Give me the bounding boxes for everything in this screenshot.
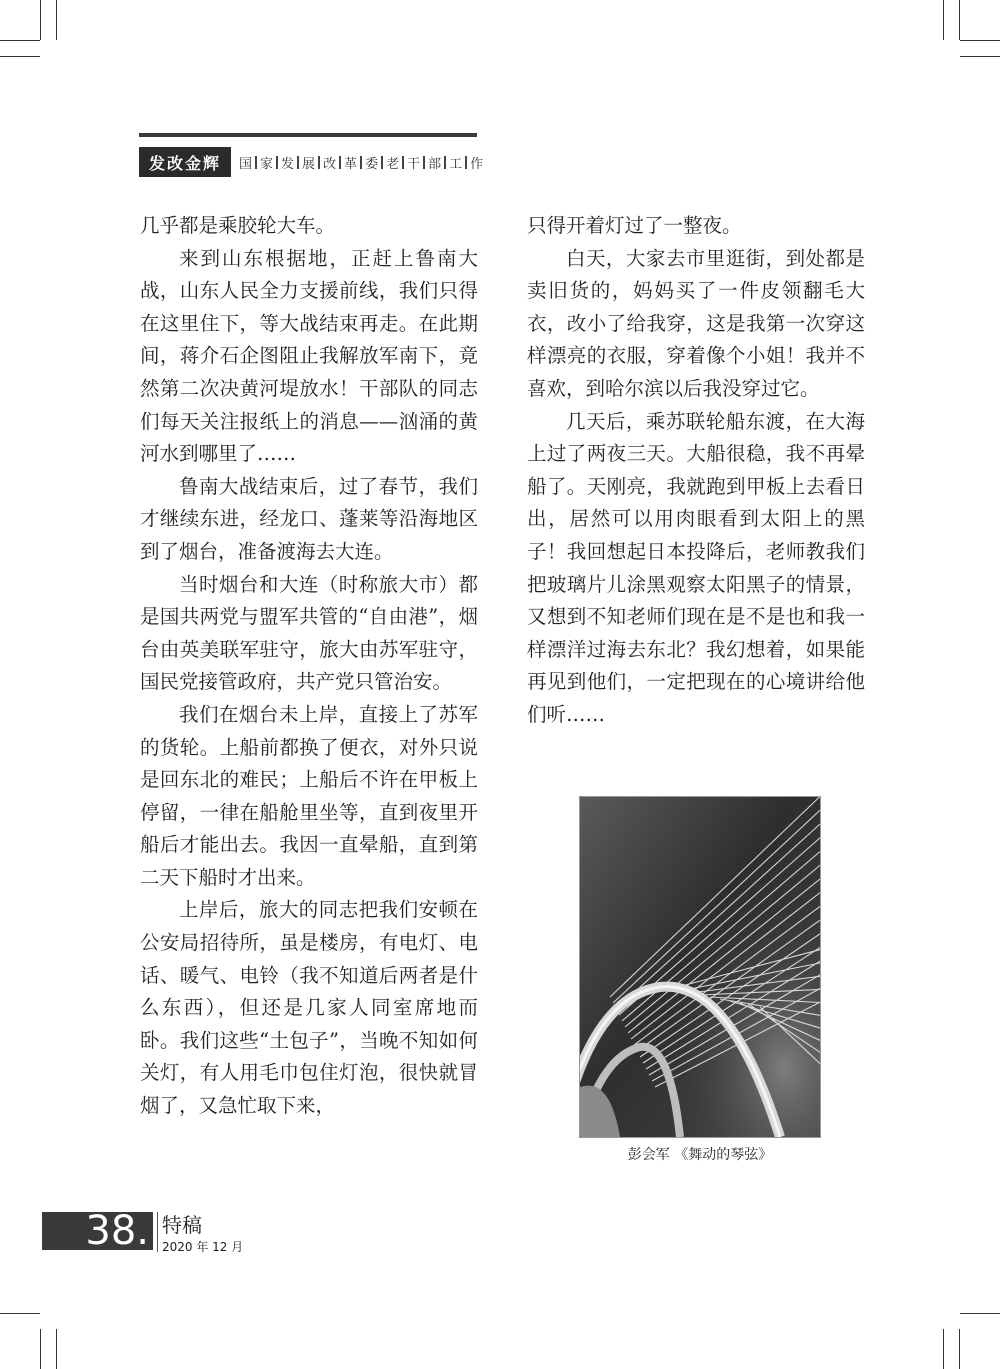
org-separator — [465, 156, 467, 169]
org-char: 展 — [302, 157, 316, 172]
org-separator — [339, 156, 341, 169]
org-char: 部 — [428, 157, 442, 172]
org-char: 老 — [386, 157, 400, 172]
crop-mark — [40, 1329, 41, 1369]
org-separator — [360, 156, 362, 169]
org-separator — [255, 156, 257, 169]
paragraph: 几乎都是乘胶轮大车。 — [140, 214, 336, 237]
org-separator — [276, 156, 278, 169]
crop-mark — [960, 40, 1000, 41]
org-separator — [297, 156, 299, 169]
crop-mark — [960, 1313, 1000, 1314]
crop-mark — [959, 0, 960, 40]
page-number: 38. — [42, 1212, 153, 1250]
crop-mark — [959, 1329, 960, 1369]
paragraph: 上岸后，旅大的同志把我们安顿在公安局招待所，虽是楼房，有电灯、电话、暖气、电铃（我不知道后两者是什么东西），但还是几家人同室席地而卧。我们这些“土包子”，当晚不知如何关灯，有人用毛巾包住灯泡，很快就冒烟了，又急忙取下来， — [140, 898, 478, 1118]
org-char: 委 — [365, 157, 379, 172]
crop-mark — [0, 1313, 40, 1314]
org-char: 发 — [281, 157, 295, 172]
crop-mark — [40, 0, 41, 40]
section-name: 特稿 — [162, 1213, 202, 1237]
bridge-photo — [579, 796, 821, 1138]
org-char: 改 — [323, 157, 337, 172]
paragraph: 我们在烟台未上岸，直接上了苏军的货轮。上船前都换了便衣，对外只说是回东北的难民；上船后不许在甲板上停留，一律在船舱里坐等，直到夜里开船后才能出去。我因一直晕船，直到第二天下船时才出来。 — [140, 702, 478, 889]
paragraph: 几天后，乘苏联轮船东渡，在大海上过了两夜三天。大船很稳，我不再晕船了。天刚亮，我就跑到甲板上去看日出，居然可以用肉眼看到太阳上的黑子！我回想起日本投降后，老师教我们把玻璃片儿涂黑观察太阳黑子的情景，又想到不知老师们现在是不是也和我一样漂洋过海去东北？我幻想着，如果能再见到他们，一定把现在的心境讲给他们听…… — [527, 409, 865, 726]
organization-name — [239, 153, 483, 172]
paragraph: 只得开着灯过了一整夜。 — [527, 214, 742, 237]
crop-mark — [0, 40, 40, 41]
crop-mark — [56, 1329, 57, 1369]
paragraph: 鲁南大战结束后，过了春节，我们才继续东进，经龙口、蓬莱等沿海地区到了烟台，准备渡海去大连。 — [140, 474, 478, 563]
paragraph: 来到山东根据地，正赶上鲁南大战，山东人民全力支援前线，我们只得在这里住下，等大战结束再走。在此期间，蒋介石企图阻止我解放军南下，竟然第二次决黄河堤放水！干部队的同志们每天关注报纸上的消息——汹涌的黄河水到哪里了…… — [140, 246, 478, 466]
org-char: 干 — [407, 157, 421, 172]
crop-mark — [943, 1329, 944, 1369]
crop-mark — [56, 0, 57, 40]
magazine-logo: 发改金辉 — [139, 147, 231, 177]
photo-caption: 彭会军 《舞动的琴弦》 — [627, 1147, 773, 1163]
org-separator — [318, 156, 320, 169]
org-separator — [402, 156, 404, 169]
org-char: 工 — [449, 157, 463, 172]
org-char: 国 — [239, 157, 253, 172]
article-column-right — [527, 210, 865, 732]
org-char: 家 — [260, 157, 274, 172]
header-rule — [139, 133, 477, 137]
org-separator — [444, 156, 446, 169]
paragraph: 白天，大家去市里逛街，到处都是卖旧货的，妈妈买了一件皮领翻毛大衣，改小了给我穿，这是我第一次穿这样漂亮的衣服，穿着像个小姐！我并不喜欢，到哈尔滨以后我没穿过它。 — [527, 246, 865, 400]
org-char: 革 — [344, 157, 358, 172]
crop-mark — [0, 56, 40, 57]
crop-mark — [943, 0, 944, 40]
issue-date: 2020 年 12 月 — [162, 1240, 244, 1254]
footer-divider — [157, 1212, 158, 1252]
bridge-photo-image — [580, 797, 820, 1137]
article-column-left — [140, 210, 478, 1123]
paragraph: 当时烟台和大连（时称旅大市）都是国共两党与盟军共管的“自由港”，烟台由英美联军驻守，旅大由苏军驻守，国民党接管政府，共产党只管治安。 — [140, 572, 478, 694]
org-separator — [423, 156, 425, 169]
org-char: 作 — [470, 157, 484, 172]
org-separator — [381, 156, 383, 169]
crop-mark — [960, 56, 1000, 57]
